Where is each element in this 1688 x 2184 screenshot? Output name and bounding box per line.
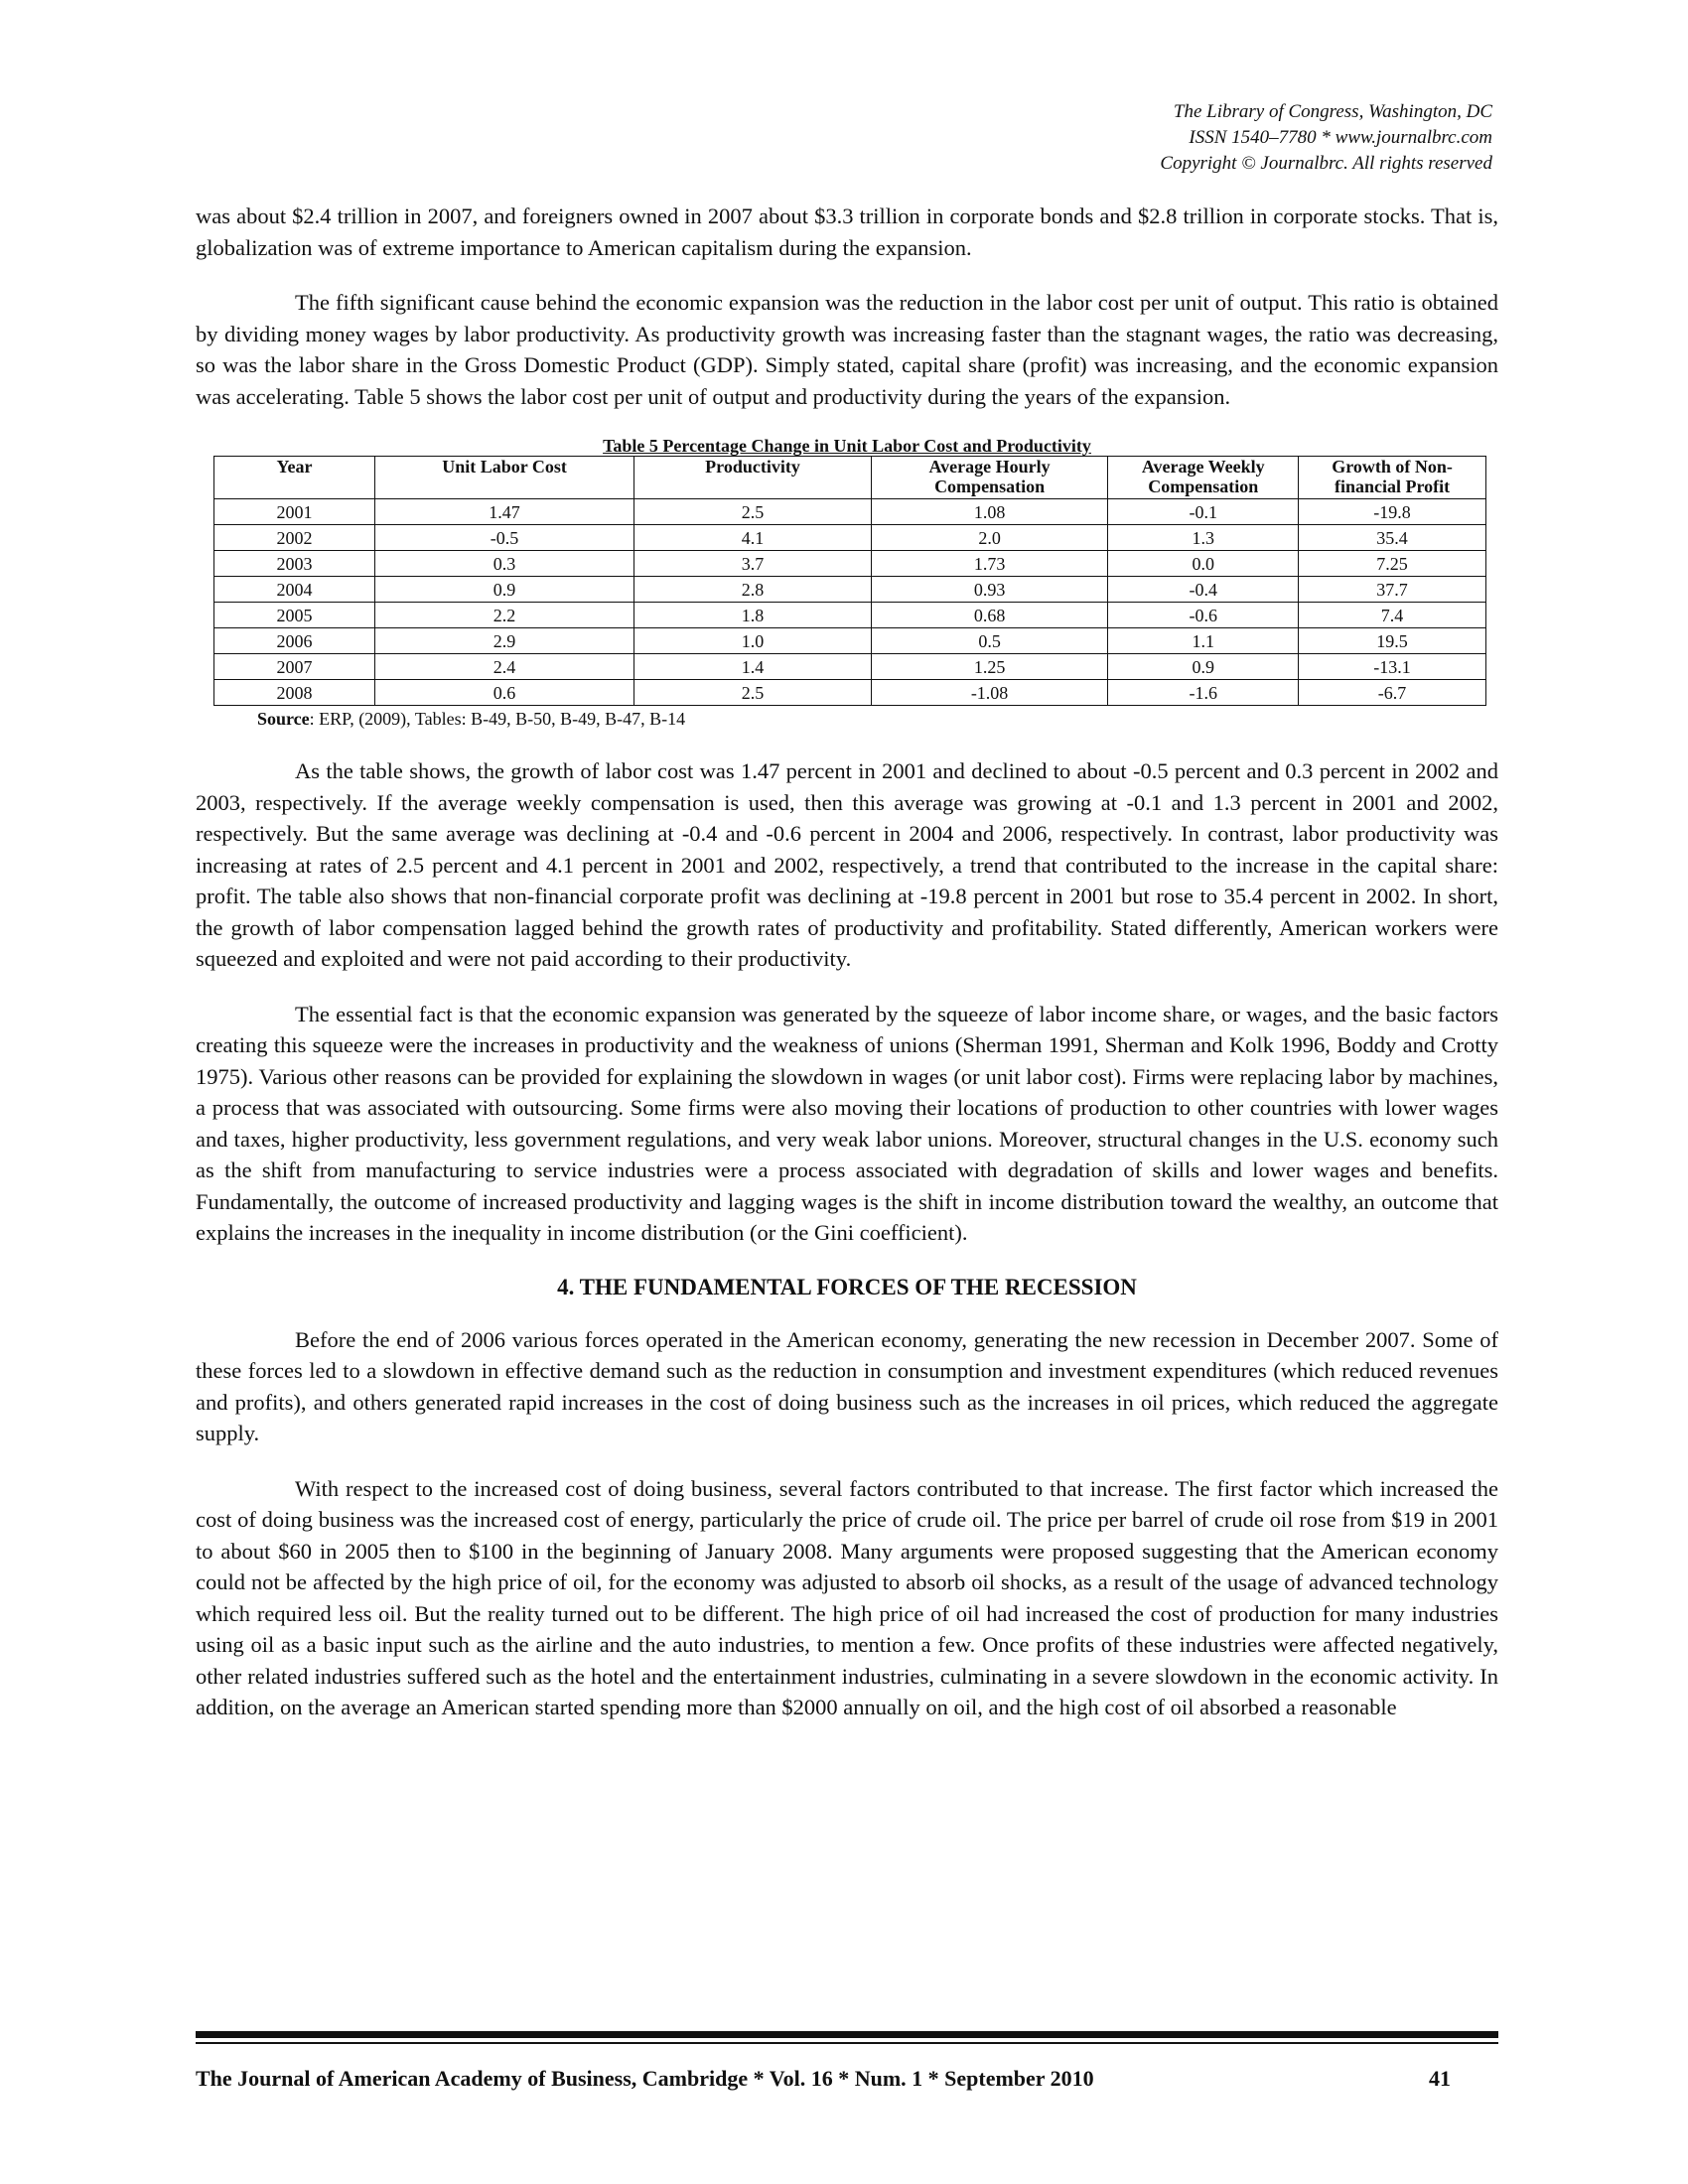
paragraph-cost-of-business: With respect to the increased cost of doing business, several factors contributed to that increase. The first factor which increased the cost of doing business was the increased cost of energy, particularly the price of crude oil. The price per barrel of crude oil rose from $19 in 2001 to about $60 in 2005 then to $100 in the beginning of January 2008. Many arguments were proposed suggesting that the American economy could not be affected by the high price of oil, for the economy was adjusted to absorb oil shocks, as a result of the usage of advanced technology which required less oil. But the reality turned out to be different. The high price of oil had increased the cost of production for many industries using oil as a basic input such as the airline and the auto industries, to mention a few. Once profits of these industries were affected negatively, other related industries suffered such as the hotel and the entertainment industries, culminating in a severe slowdown in the economic activity. In addition, on the average an American started spending more than $2000 annually on oil, and the high cost of oil absorbed a reasonable: [196, 1475, 1498, 1719]
table-cell: 1.3: [1108, 525, 1299, 551]
footer-journal-title: The Journal of American Academy of Business, Cambridge * Vol. 16 * Num. 1 * September 2010: [196, 2066, 1094, 2091]
table-cell: 2.8: [634, 577, 872, 603]
table-cell: 1.4: [634, 654, 872, 680]
table-cell: 1.0: [634, 628, 872, 654]
table-cell: 2.9: [374, 628, 633, 654]
header-copyright-line: Copyright © Journalbrc. All rights reserved: [1160, 153, 1492, 174]
table-cell: 0.93: [871, 577, 1108, 603]
table-row: [214, 551, 1486, 577]
table-cell: 35.4: [1299, 525, 1486, 551]
table-cell: -13.1: [1299, 654, 1486, 680]
table-cell: 0.9: [374, 577, 633, 603]
table-cell: 2008: [214, 680, 375, 706]
table-cell: 2007: [214, 654, 375, 680]
table-cell: 1.1: [1108, 628, 1299, 654]
table-cell: 1.8: [634, 603, 872, 628]
table-cell: -19.8: [1299, 499, 1486, 525]
table-row: [214, 577, 1486, 603]
table-cell: 2.5: [634, 499, 872, 525]
table-title: Table 5 Percentage Change in Unit Labor Cost and Productivity: [603, 436, 1091, 456]
table-5: [196, 436, 1498, 730]
table-cell: 7.4: [1299, 603, 1486, 628]
paragraph-recession-forces: Before the end of 2006 various forces operated in the American economy, generating the new recession in December 2007. Some of these forces led to a slowdown in effective demand such as the reduction in consumption and investment expenditures (which reduced revenues and profits), and others generated rapid increases in the cost of doing business such as the increases in oil prices, which reduced the aggregate supply.: [196, 1326, 1498, 1445]
table-cell: 2003: [214, 551, 375, 577]
table-row: [214, 525, 1486, 551]
table-body: [214, 499, 1486, 706]
column-header: Unit Labor Cost: [374, 457, 633, 499]
column-header: Average Weekly Compensation: [1108, 457, 1299, 499]
table-cell: 1.08: [871, 499, 1108, 525]
table-row: [214, 628, 1486, 654]
table-cell: 1.47: [374, 499, 633, 525]
table-row: [214, 499, 1486, 525]
data-table: [213, 456, 1486, 706]
table-row: [214, 603, 1486, 628]
table-cell: 2005: [214, 603, 375, 628]
paragraph-essential-fact: The essential fact is that the economic expansion was generated by the squeeze of labor income share, or wages, and the basic factors creating this squeeze were the increases in productivity and the weakness of unions (Sherman 1991, Sherman and Kolk 1996, Boddy and Crotty 1975). Various other reasons can be provided for explaining the slowdown in wages (or unit labor cost). Firms were replacing labor by machines, a process that was associated with outsourcing. Some firms were also moving their locations of production to other countries with lower wages and taxes, higher productivity, less government regulations, and very weak labor unions. Moreover, structural changes in the U.S. economy such as the shift from manufacturing to service industries were a process associated with degradation of skills and lower wages and benefits. Fundamentally, the outcome of increased productivity and lagging wages is the shift in income distribution toward the wealthy, an outcome that explains the increases in the inequality in income distribution (or the Gini coefficient).: [196, 1001, 1498, 1245]
table-cell: -0.5: [374, 525, 633, 551]
table-header-row: [214, 457, 1486, 499]
table-cell: -0.1: [1108, 499, 1299, 525]
paragraph-fifth-cause: The fifth significant cause behind the economic expansion was the reduction in the labor cost per unit of output. This ratio is obtained by dividing money wages by labor productivity. As productivity growth was increasing faster than the stagnant wages, the ratio was decreasing, so was the labor share in the Gross Domestic Product (GDP). Simply stated, capital share (profit) was increasing, and the economic expansion was accelerating. Table 5 shows the labor cost per unit of output and productivity during the years of the expansion.: [196, 290, 1498, 409]
table-cell: -6.7: [1299, 680, 1486, 706]
table-cell: 2.4: [374, 654, 633, 680]
table-cell: 2.2: [374, 603, 633, 628]
source-text: : ERP, (2009), Tables: B-49, B-50, B-49, B-47, B-14: [309, 709, 686, 729]
table-source: [257, 708, 1498, 730]
table-cell: -1.6: [1108, 680, 1299, 706]
footer-rule-thick: [196, 2031, 1498, 2038]
table-cell: 2002: [214, 525, 375, 551]
table-cell: 0.3: [374, 551, 633, 577]
table-cell: 37.7: [1299, 577, 1486, 603]
table-cell: 3.7: [634, 551, 872, 577]
table-cell: 2001: [214, 499, 375, 525]
table-cell: -0.4: [1108, 577, 1299, 603]
table-cell: 2006: [214, 628, 375, 654]
table-cell: -0.6: [1108, 603, 1299, 628]
table-cell: 2.5: [634, 680, 872, 706]
table-cell: 0.0: [1108, 551, 1299, 577]
source-label: Source: [257, 709, 310, 729]
section-heading: 4. THE FUNDAMENTAL FORCES OF THE RECESSION: [557, 1274, 1137, 1299]
table-cell: 4.1: [634, 525, 872, 551]
table-cell: 2004: [214, 577, 375, 603]
header-issn-line: ISSN 1540–7780 * www.journalbrc.com: [1189, 127, 1492, 148]
page-number: 41: [1429, 2066, 1451, 2091]
column-header: Year: [214, 457, 375, 499]
table-cell: 0.5: [871, 628, 1108, 654]
table-cell: 1.73: [871, 551, 1108, 577]
table-row: [214, 654, 1486, 680]
header-library-line: The Library of Congress, Washington, DC: [1173, 101, 1492, 122]
table-cell: 7.25: [1299, 551, 1486, 577]
footer-rule-thin: [196, 2042, 1498, 2044]
table-cell: 0.68: [871, 603, 1108, 628]
table-cell: 2.0: [871, 525, 1108, 551]
table-cell: -1.08: [871, 680, 1108, 706]
paragraph-globalization: was about $2.4 trillion in 2007, and foreigners owned in 2007 about $3.3 trillion in corporate bonds and $2.8 trillion in corporate stocks. That is, globalization was of extreme importance to American capitalism during the expansion.: [196, 204, 1498, 260]
table-cell: 0.6: [374, 680, 633, 706]
table-row: [214, 680, 1486, 706]
column-header: Growth of Non-financial Profit: [1299, 457, 1486, 499]
article-body: [196, 201, 1498, 1747]
running-header: [1160, 99, 1492, 177]
paragraph-table-discussion: As the table shows, the growth of labor cost was 1.47 percent in 2001 and declined to about -0.5 percent and 0.3 percent in 2002 and 2003, respectively. If the average weekly compensation is used, then this average was growing at -0.1 and 1.3 percent in 2001 and 2002, respectively. But the same average was declining at -0.4 and -0.6 percent in 2004 and 2006, respectively. In contrast, labor productivity was increasing at rates of 2.5 percent and 4.1 percent in 2001 and 2002, respectively, a trend that contributed to the increase in the capital share: profit. The table also shows that non-financial corporate profit was declining at -19.8 percent in 2001 but rose to 35.4 percent in 2002. In short, the growth of labor compensation lagged behind the growth rates of productivity and profitability. Stated differently, American workers were squeezed and exploited and were not paid according to their productivity.: [196, 758, 1498, 971]
column-header: Productivity: [634, 457, 872, 499]
table-cell: 1.25: [871, 654, 1108, 680]
table-cell: 0.9: [1108, 654, 1299, 680]
table-cell: 19.5: [1299, 628, 1486, 654]
column-header: Average Hourly Compensation: [871, 457, 1108, 499]
